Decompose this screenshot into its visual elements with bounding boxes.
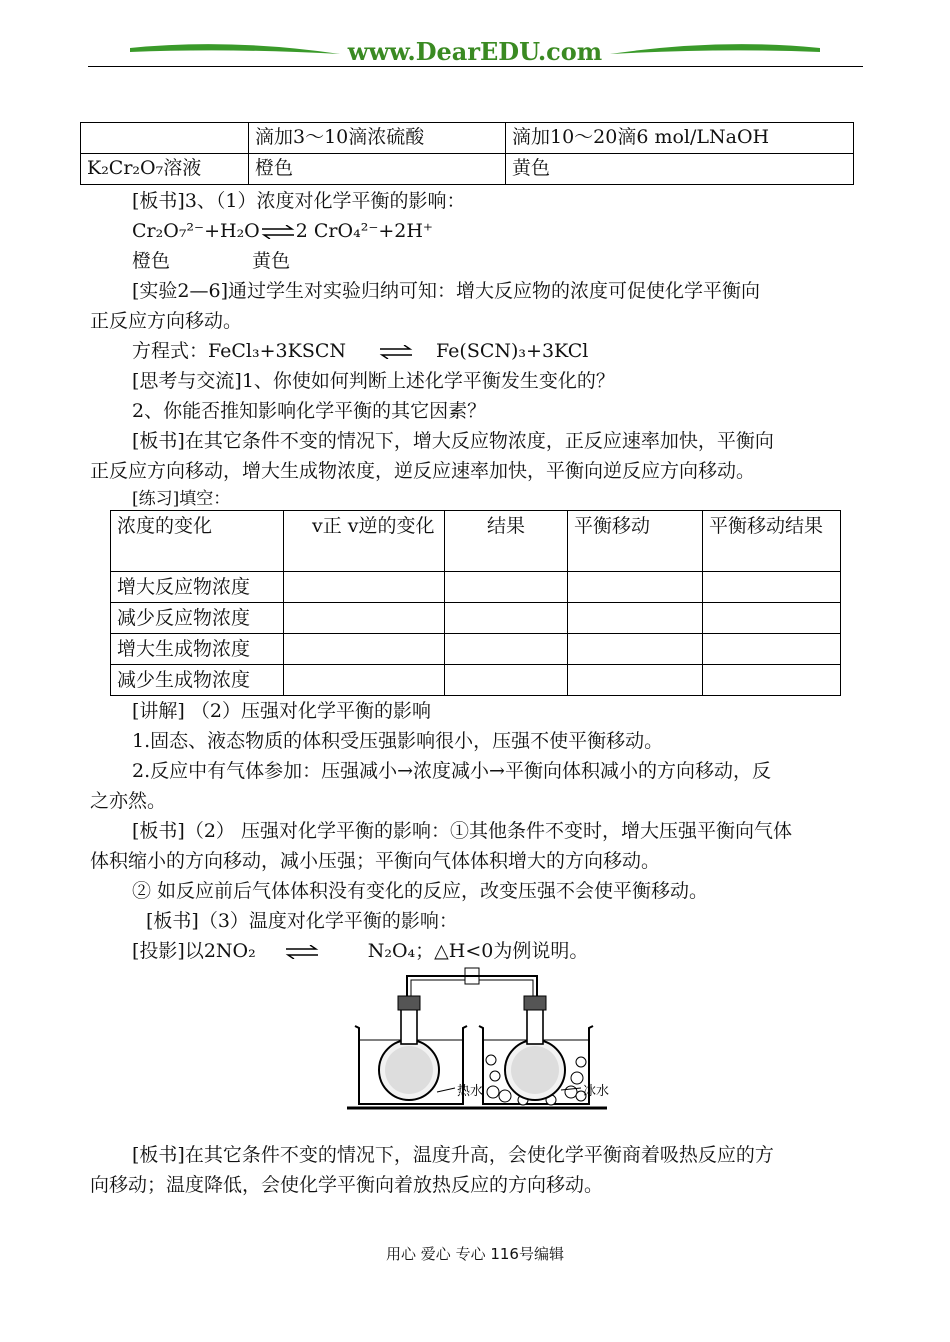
equation-line — [132, 336, 588, 366]
text-line: 2.反应中有气体参加：压强减小→浓度减小→平衡向体积减小的方向移动，反 — [132, 760, 771, 782]
table-cell: 减少反应物浓度 — [111, 603, 284, 634]
text-line: 体积缩小的方向移动，减小压强；平衡向气体体积增大的方向移动。 — [90, 850, 661, 872]
text-line: [板书]在其它条件不变的情况下，增大反应物浓度，正反应速率加快，平衡向 — [132, 430, 774, 452]
equation-right: N₂O₄；△H<0为例说明。 — [367, 940, 589, 962]
text-line: [板书]在其它条件不变的情况下，温度升高，会使化学平衡商着吸热反应的方 — [132, 1144, 774, 1166]
color-label-orange: 橙色 — [132, 250, 171, 272]
equation-left: 方程式：FeCl₃+3KSCN — [132, 340, 347, 362]
table-row — [111, 572, 841, 603]
text-line: 正反应方向移动，增大生成物浓度，逆反应速率加快，平衡向逆反应方向移动。 — [90, 460, 756, 482]
equilibrium-arrow-icon — [284, 945, 320, 959]
table-header: v正 v逆的变化 — [284, 511, 445, 572]
text-line: ② 如反应前后气体体积没有变化的反应，改变压强不会使平衡移动。 — [132, 880, 709, 902]
table-cell — [81, 123, 249, 154]
text-line: 之亦然。 — [90, 790, 167, 812]
equation-right: Fe(SCN)₃+3KCl — [436, 340, 589, 362]
text-line: [实验2—6]通过学生对实验归纳可知：增大反应物的浓度可促使化学平衡向 — [132, 280, 761, 302]
equilibrium-arrow-icon — [260, 225, 296, 239]
text-line: [练习]填空： — [132, 489, 231, 509]
table-row — [111, 511, 841, 572]
table-cell: 橙色 — [249, 154, 506, 185]
page-footer: 用心 爱心 专心 116号编辑 — [386, 1245, 564, 1263]
text-line: 正反应方向移动。 — [90, 310, 243, 332]
table-cell: 减少生成物浓度 — [111, 665, 284, 696]
exercise-table — [110, 510, 841, 696]
table-cell: K₂Cr₂O₇溶液 — [81, 154, 249, 185]
table-header: 结果 — [445, 511, 568, 572]
text-line: [思考与交流]1、你使如何判断上述化学平衡发生变化的？ — [132, 370, 615, 392]
text-line: 向移动；温度降低，会使化学平衡向着放热反应的方向移动。 — [90, 1174, 604, 1196]
table-cell: 滴加10～20滴6 mol/LNaOH — [506, 123, 854, 154]
table-cell: 增大反应物浓度 — [111, 572, 284, 603]
color-label-yellow: 黄色 — [252, 250, 291, 272]
text-line: [讲解] （2）压强对化学平衡的影响 — [132, 700, 431, 722]
equation-left: Cr₂O₇²⁻+H₂O — [132, 220, 260, 242]
text-line — [132, 246, 290, 276]
table-header: 平衡移动结果 — [703, 511, 841, 572]
equation-line — [132, 216, 433, 246]
table-header: 浓度的变化 — [111, 511, 284, 572]
table-row — [81, 123, 854, 154]
table-row — [111, 634, 841, 665]
table-cell: 滴加3～10滴浓硫酸 — [249, 123, 506, 154]
equation-line — [132, 936, 588, 966]
table-cell: 黄色 — [506, 154, 854, 185]
label-ice-water: 冰水 — [583, 1084, 610, 1099]
text-line: [板书]3、（1）浓度对化学平衡的影响： — [132, 190, 466, 212]
table-header: 平衡移动 — [568, 511, 703, 572]
text-line: [板书]（3）温度对化学平衡的影响： — [146, 910, 458, 932]
color-table — [80, 122, 854, 185]
equilibrium-arrow-icon — [378, 345, 414, 359]
text-line: [板书]（2） 压强对化学平衡的影响：①其他条件不变时，增大压强平衡向气体 — [132, 820, 792, 842]
table-row — [111, 665, 841, 696]
site-logo-text: www.DearEDU.com — [347, 37, 603, 66]
apparatus-figure — [345, 964, 610, 1114]
label-hot-water: 热水 — [457, 1084, 484, 1099]
table-row — [111, 603, 841, 634]
header-rule — [88, 66, 863, 67]
text-line: 1.固态、液态物质的体积受压强影响很小，压强不使平衡移动。 — [132, 730, 664, 752]
table-row — [81, 154, 854, 185]
site-logo — [0, 30, 950, 74]
text-line: 2、你能否推知影响化学平衡的其它因素？ — [132, 400, 487, 422]
equation-left: [投影]以2NO₂ — [132, 940, 256, 962]
table-cell: 增大生成物浓度 — [111, 634, 284, 665]
equation-right: 2 CrO₄²⁻+2H⁺ — [295, 220, 433, 242]
